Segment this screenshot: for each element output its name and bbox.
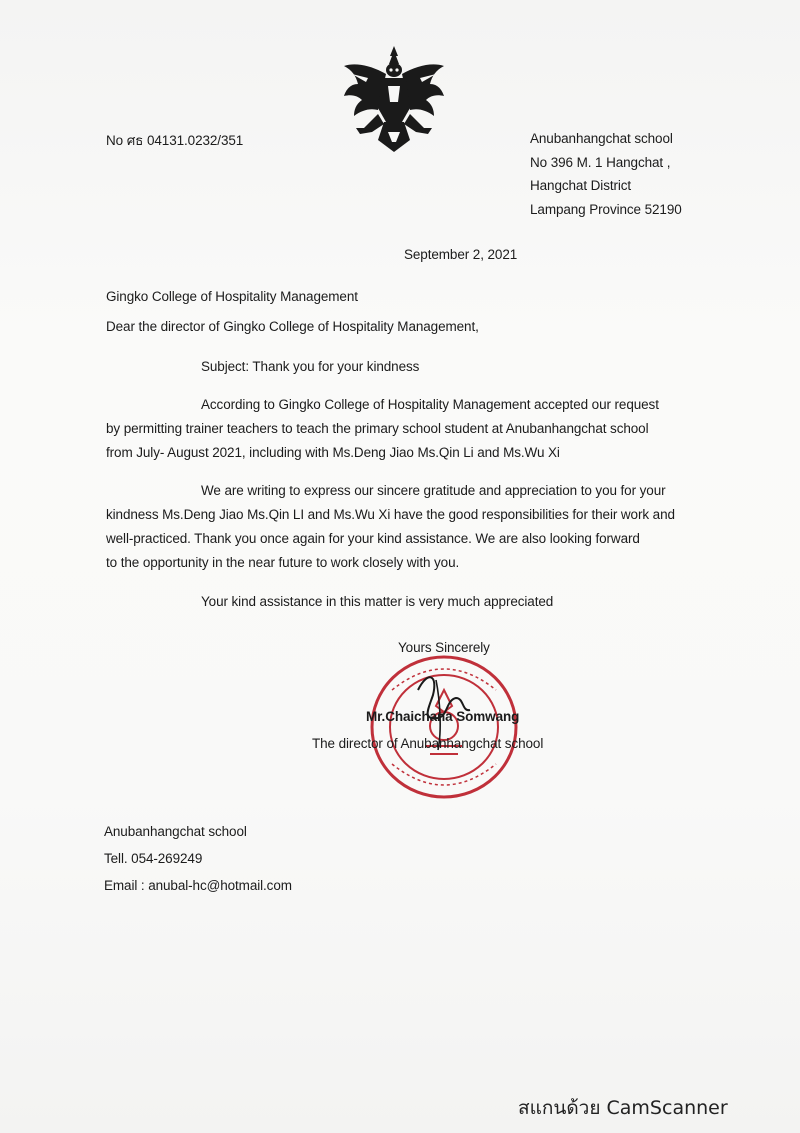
letter-date: September 2, 2021 [404, 247, 518, 262]
subject-line: Subject: Thank you for your kindness [201, 359, 420, 374]
contact-tel: Tell. 054-269249 [104, 851, 203, 866]
paragraph2-line1: We are writing to express our sincere gratitude and appreciation to you for your [201, 483, 666, 498]
contact-email: Email : anubal-hc@hotmail.com [104, 878, 292, 893]
sender-address-line2: No 396 M. 1 Hangchat , [530, 155, 671, 170]
signatory-title: The director of Anubanhangchat school [312, 736, 544, 751]
recipient: Gingko College of Hospitality Management [106, 289, 358, 304]
salutation: Dear the director of Gingko College of Hospitality Management, [106, 319, 479, 334]
garuda-emblem-icon [338, 44, 450, 156]
closing-sincerely: Yours Sincerely [398, 640, 490, 655]
sender-address-line4: Lampang Province 52190 [530, 202, 682, 217]
signatory-name: Mr.Chaichana Somwang [366, 709, 520, 724]
scanner-watermark: สแกนด้วย CamScanner [518, 1097, 728, 1119]
closing-line: Your kind assistance in this matter is very much appreciated [201, 594, 554, 609]
paragraph2-line4: to the opportunity in the near future to work closely with you. [106, 555, 460, 570]
paragraph1-line3: from July- August 2021, including with Ms.Deng Jiao Ms.Qin Li and Ms.Wu Xi [106, 445, 560, 460]
paragraph2-line3: well-practiced. Thank you once again for your kind assistance. We are also looking forward [106, 531, 640, 546]
sender-address-line3: Hangchat District [530, 178, 632, 193]
reference-number: No ศธ 04131.0232/351 [106, 133, 244, 148]
paragraph2-line2: kindness Ms.Deng Jiao Ms.Qin LI and Ms.Wu Xi have the good responsibilities for their work and [106, 507, 675, 522]
paragraph1-line2: by permitting trainer teachers to teach the primary school student at Anubanhangchat school [106, 421, 649, 436]
contact-school: Anubanhangchat school [104, 824, 247, 839]
paragraph1-line1: According to Gingko College of Hospitality Management accepted our request [201, 397, 659, 412]
sender-address-line1: Anubanhangchat school [530, 131, 673, 146]
